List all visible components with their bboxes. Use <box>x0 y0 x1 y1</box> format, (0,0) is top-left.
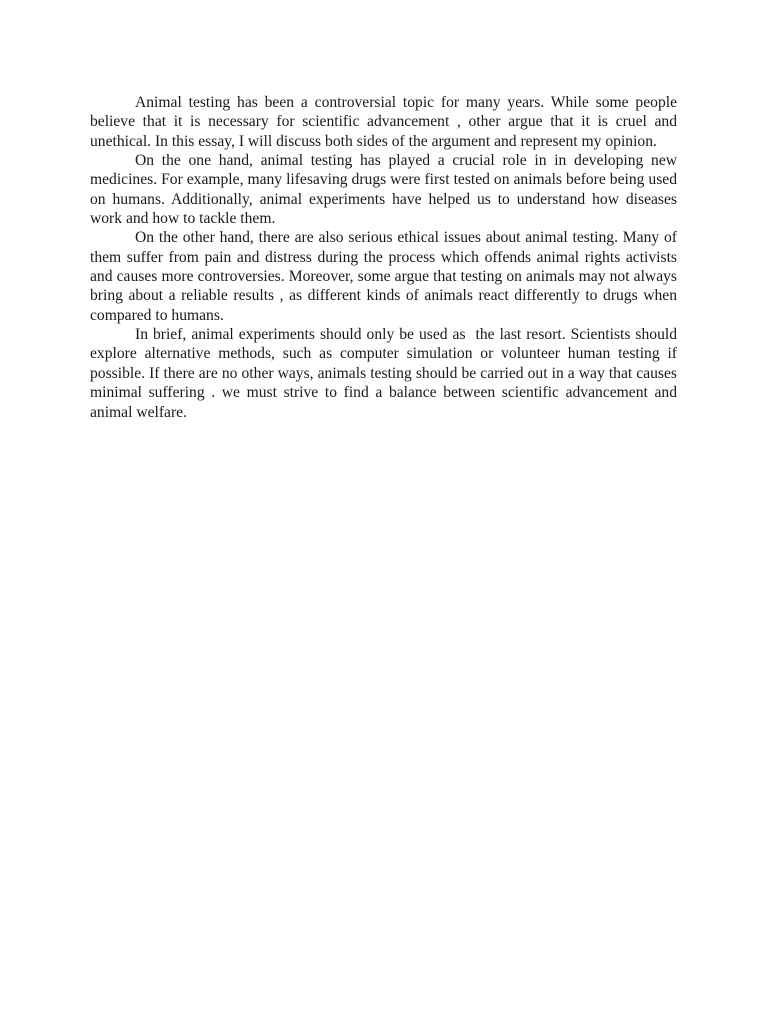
paragraph-introduction: Animal testing has been a controversial topic for many years. While some people believe that it is necessary for scientific advancement , other argue that it is cruel and unethical. In this essay, I will discuss both sides of the argument and represent my opinion. <box>90 94 681 150</box>
paragraph-pros: On the one hand, animal testing has played a crucial role in in developing new medicines. For example, many lifesaving drugs were first tested on animals before being used on humans. Additionally, animal experiments have helped us to understand how diseases work and how to tackle them. <box>90 152 681 228</box>
paragraph-cons: On the other hand, there are also serious ethical issues about animal testing. Many of them suffer from pain and distress during the process which offends animal rights activists and causes more controversies. Moreover, some argue that testing on animals may not always bring about a reliable results , as different kinds of animals react differently to drugs when compared to humans. <box>90 229 681 324</box>
essay-body <box>90 93 681 422</box>
paragraph-conclusion: In brief, animal experiments should only be used as the last resort. Scientists should explore alternative methods, such as computer simulation or volunteer human testing if possible. If there are no other ways, animals testing should be carried out in a way that causes minimal suffering . we must strive to find a balance between scientific advancement and animal welfare. <box>90 326 681 421</box>
